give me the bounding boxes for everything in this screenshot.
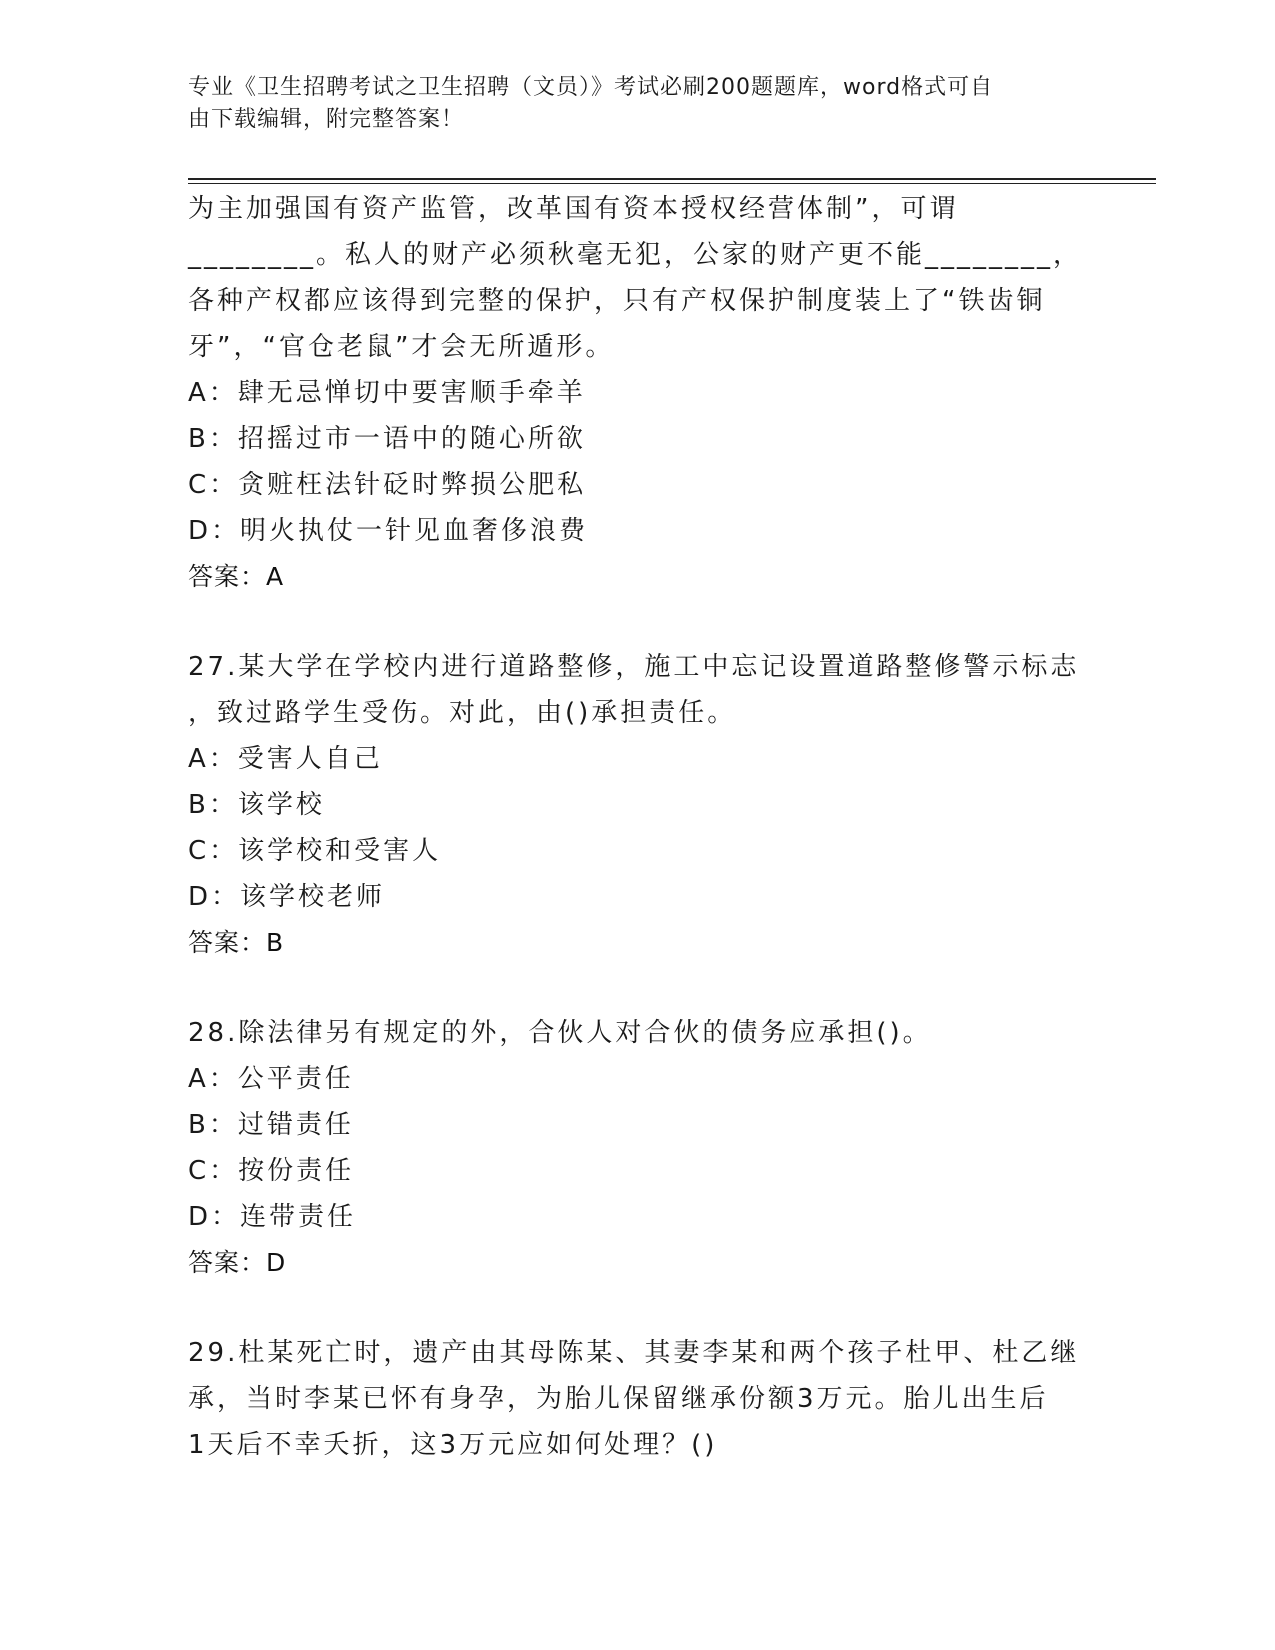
- option-c: C：贪赃枉法针砭时弊损公肥私: [188, 470, 587, 500]
- spacer: [188, 1286, 1088, 1330]
- option-b: B：过错责任: [188, 1110, 354, 1140]
- option-d: D：连带责任: [188, 1202, 357, 1232]
- spacer: [188, 966, 1088, 1010]
- option-c: C：按份责任: [188, 1156, 355, 1186]
- header-divider: [188, 178, 1156, 180]
- header-line-2: 由下载编辑，附完整答案！: [188, 107, 465, 132]
- option-d: D：该学校老师: [188, 882, 386, 912]
- question-text-line: ，致过路学生受伤。对此，由()承担责任。: [188, 698, 737, 728]
- question-text-line: 1天后不幸夭折，这3万元应如何处理？(): [188, 1430, 718, 1460]
- answer: 答案：A: [188, 562, 285, 591]
- option-a: A：肆无忌惮切中要害顺手牵羊: [188, 378, 586, 408]
- option-b: B：招摇过市一语中的随心所欲: [188, 424, 586, 454]
- question-text-line: 29.杜某死亡时，遗产由其母陈某、其妻李某和两个孩子杜甲、杜乙继: [188, 1338, 1080, 1368]
- answer: 答案：D: [188, 1248, 287, 1277]
- question-text-line: 28.除法律另有规定的外，合伙人对合伙的债务应承担()。: [188, 1018, 932, 1048]
- option-b: B：该学校: [188, 790, 325, 820]
- option-a: A：受害人自己: [188, 744, 383, 774]
- question-text-line: ________。私人的财产必须秋毫无犯，公家的财产更不能________，: [188, 240, 1083, 270]
- document-body: [188, 186, 1088, 1468]
- option-a: A：公平责任: [188, 1064, 354, 1094]
- question-29: [188, 1330, 1088, 1468]
- question-27: [188, 644, 1088, 966]
- page-header: [188, 72, 1068, 136]
- question-text-line: 牙”，“官仓老鼠”才会无所遁形。: [188, 332, 615, 362]
- question-text-line: 承，当时李某已怀有身孕，为胎儿保留继承份额3万元。胎儿出生后: [188, 1384, 1049, 1414]
- question-text-line: 各种产权都应该得到完整的保护，只有产权保护制度装上了“铁齿铜: [188, 286, 1046, 316]
- question-28: [188, 1010, 1088, 1286]
- answer: 答案：B: [188, 928, 285, 957]
- spacer: [188, 600, 1088, 644]
- header-line-1: 专业《卫生招聘考试之卫生招聘（文员）》考试必刷200题题库，word格式可自: [188, 75, 994, 100]
- question-text-line: 27.某大学在学校内进行道路整修，施工中忘记设置道路整修警示标志: [188, 652, 1080, 682]
- question-26: [188, 186, 1088, 600]
- question-text-line: 为主加强国有资产监管，改革国有资本授权经营体制”，可谓: [188, 194, 959, 224]
- option-d: D：明火执仗一针见血奢侈浪费: [188, 516, 589, 546]
- option-c: C：该学校和受害人: [188, 836, 442, 866]
